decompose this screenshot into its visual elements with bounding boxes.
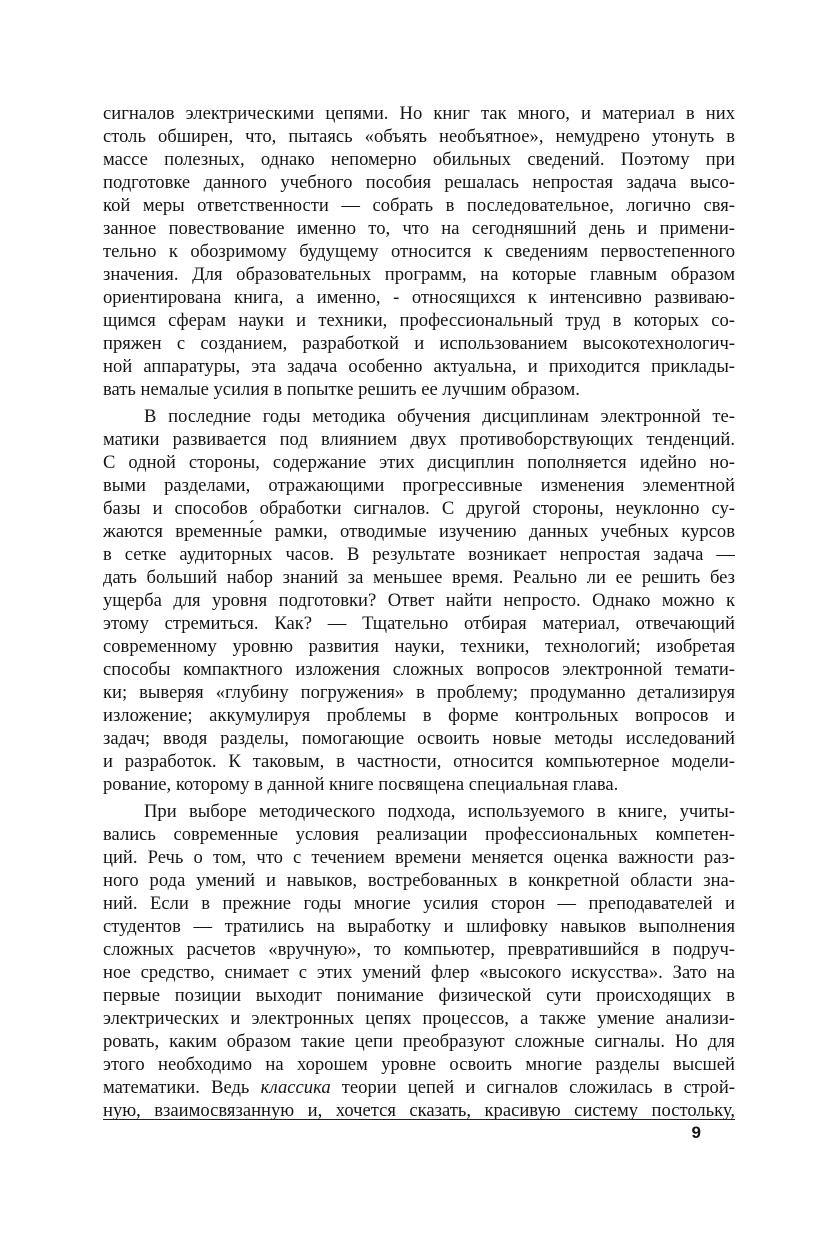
text-line: сложных расчетов «вручную», то компьютер, превратившийся в подруч- bbox=[103, 939, 735, 960]
text-line: столь обширен, что, пытаясь «объять необъятное», немудрено утонуть в bbox=[103, 126, 735, 147]
paragraph-2 bbox=[103, 405, 735, 796]
text-line: матики развивается под влиянием двух противоборствующих тенденций. bbox=[103, 429, 735, 450]
text-line: ций. Речь о том, что с течением времени меняется оценка важности раз- bbox=[103, 847, 735, 868]
text-line: подготовке данного учебного пособия решалась непростая задача высо- bbox=[103, 172, 735, 193]
text-line: ное средство, снимает с этих умений флер «высокого искусства». Зато на bbox=[103, 962, 735, 983]
italic-term: классика bbox=[260, 1077, 331, 1098]
text-line: электрических и электронных цепях процессов, а также умение анализи- bbox=[103, 1008, 735, 1029]
text-line: пряжен с созданием, разработкой и использованием высокотехнологич- bbox=[103, 333, 735, 354]
text-line: выми разделами, отражающими прогрессивные изменения элементной bbox=[103, 475, 735, 496]
text-line: С одной стороны, содержание этих дисциплин пополняется идейно но- bbox=[103, 452, 735, 473]
footer-rule bbox=[103, 1119, 735, 1120]
text-line: задач; вводя разделы, помогающие освоить новые методы исследований bbox=[103, 728, 735, 749]
text-line: ровать, каким образом такие цепи преобразуют сложные сигналы. Но для bbox=[103, 1031, 735, 1052]
text-line: способы компактного изложения сложных вопросов электронной темати- bbox=[103, 659, 735, 680]
text-line: В последние годы методика обучения дисциплинам электронной те- bbox=[144, 406, 735, 427]
text-line: студентов — тратились на выработку и шлифовку навыков выполнения bbox=[103, 916, 735, 937]
text-fragment: теории цепей и сигналов сложилась в строй- bbox=[330, 1077, 735, 1098]
paragraph-3 bbox=[103, 800, 735, 1122]
page-number: 9 bbox=[691, 1123, 701, 1142]
paragraph-1 bbox=[103, 102, 735, 401]
text-line: ориентирована книга, а именно, - относящихся к интенсивно развиваю- bbox=[103, 287, 735, 308]
text-line: этому стремиться. Как? — Тщательно отбирая материал, отвечающий bbox=[103, 613, 735, 634]
text-line: ную, взаимосвязанную и, хочется сказать, красивую систему постольку, bbox=[103, 1100, 735, 1121]
text-line: сигналов электрическими цепями. Но книг так много, и материал в них bbox=[103, 103, 735, 124]
text-line: первые позиции выходит понимание физической сути происходящих в bbox=[103, 985, 735, 1006]
text-line: вать немалые усилия в попытке решить ее лучшим образом. bbox=[103, 379, 580, 400]
text-line: массе полезных, однако непомерно обильных сведений. Поэтому при bbox=[103, 149, 735, 170]
text-line: тельно к обозримому будущему относится к сведениям первостепенного bbox=[103, 241, 735, 262]
text-line: базы и способов обработки сигналов. С другой стороны, неуклонно су- bbox=[103, 498, 735, 519]
text-line: ного рода умений и навыков, востребованных в конкретной области зна- bbox=[103, 870, 735, 891]
text-line: рование, которому в данной книге посвящена специальная глава. bbox=[103, 774, 619, 795]
text-line: ки; выверяя «глубину погружения» в проблему; продуманно детализируя bbox=[103, 682, 735, 703]
page-body bbox=[103, 102, 735, 1122]
text-line: ущерба для уровня подготовки? Ответ найти непросто. Однако можно к bbox=[103, 590, 735, 611]
text-line: в сетке аудиторных часов. В результате возникает непростая задача — bbox=[103, 544, 735, 565]
text-line: щимся сферам науки и техники, профессиональный труд в которых со- bbox=[103, 310, 735, 331]
text-line: ной аппаратуры, эта задача особенно актуальна, и приходится приклады- bbox=[103, 356, 735, 377]
text-line: изложение; аккумулируя проблемы в форме контрольных вопросов и bbox=[103, 705, 735, 726]
text-line: жаются временны́е рамки, отводимые изучению данных учебных курсов bbox=[103, 521, 735, 542]
text-line: этого необходимо на хорошем уровне освоить многие разделы высшей bbox=[103, 1054, 735, 1075]
text-line: кой меры ответственности — собрать в последовательное, логично свя- bbox=[103, 195, 735, 216]
text-line: При выборе методического подхода, используемого в книге, учиты- bbox=[144, 801, 735, 822]
text-line: вались современные условия реализации профессиональных компетен- bbox=[103, 824, 735, 845]
text-line: и разработок. К таковым, в частности, относится компьютерное модели- bbox=[103, 751, 735, 772]
text-line: дать больший набор знаний за меньшее время. Реально ли ее решить без bbox=[103, 567, 735, 588]
text-line: занное повествование именно то, что на сегодняшний день и примени- bbox=[103, 218, 735, 239]
text-fragment: математики. Ведь bbox=[103, 1077, 261, 1098]
text-line-with-italic bbox=[103, 1076, 735, 1099]
text-line: значения. Для образовательных программ, на которые главным образом bbox=[103, 264, 735, 285]
text-line: ний. Если в прежние годы многие усилия сторон — преподавателей и bbox=[103, 893, 735, 914]
text-line: современному уровню развития науки, техники, технологий; изобретая bbox=[103, 636, 735, 657]
